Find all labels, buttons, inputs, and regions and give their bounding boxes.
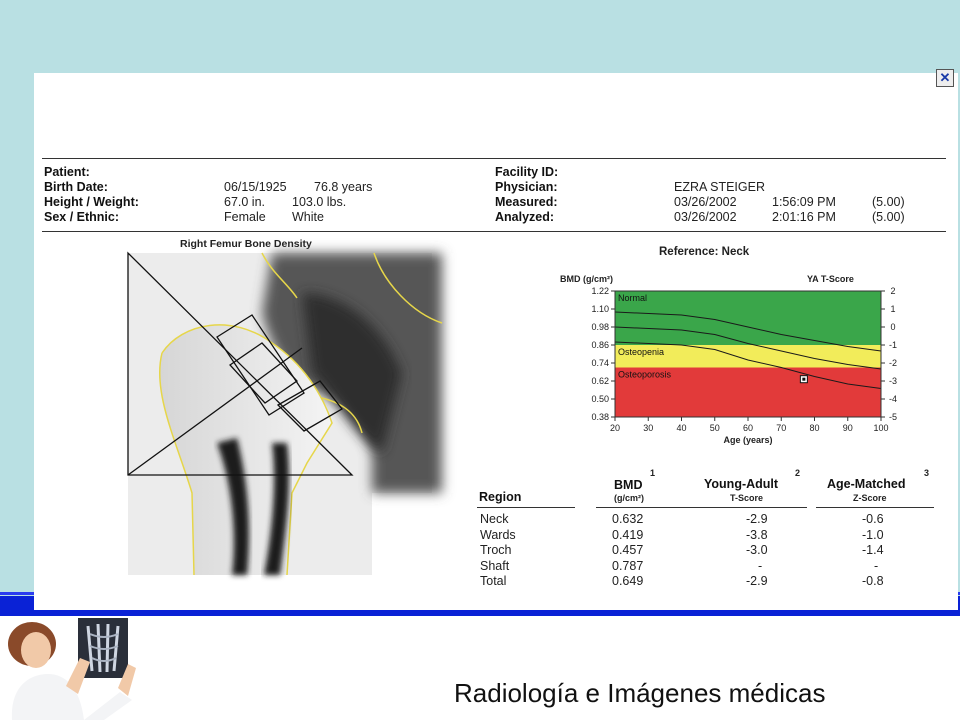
- x-tick-label: 100: [873, 423, 889, 433]
- table-cell-bmd: 0.419: [612, 527, 644, 542]
- x-tick-label: 70: [776, 423, 787, 433]
- analyzed-date: 03/26/2002: [674, 210, 737, 224]
- col-ya-note: 2: [795, 468, 801, 478]
- table-cell-bmd: 0.787: [612, 558, 644, 573]
- table-cell-region: Wards: [480, 527, 516, 542]
- table-cell-t: -3.0: [746, 543, 768, 557]
- zone-normal: [615, 291, 881, 345]
- zone-label-osteopenia: Osteopenia: [618, 347, 665, 357]
- x-tick-label: 90: [842, 423, 853, 433]
- table-cell-bmd: 0.457: [612, 543, 644, 557]
- close-icon[interactable]: ✕: [936, 69, 954, 87]
- footer-title: Radiología e Imágenes médicas: [454, 678, 826, 708]
- y-tick-label: 0.50: [591, 394, 609, 404]
- table-rule-1: [477, 507, 575, 508]
- bone-density-report: [34, 73, 958, 610]
- table-cell-t: -3.8: [746, 527, 768, 542]
- y-tick-label: 1.22: [591, 286, 609, 296]
- x-tick-label: 20: [609, 423, 621, 433]
- y2-tick-label: -2: [888, 358, 898, 368]
- col-bmd-note: 1: [650, 468, 656, 478]
- age-value: 76.8 years: [314, 180, 373, 194]
- y2-tick-label: -4: [888, 394, 898, 404]
- x-tick-label: 40: [676, 423, 687, 433]
- col-bmd: BMD: [614, 478, 643, 492]
- table-cell-z: -0.6: [862, 512, 884, 526]
- scan-title: Right Femur Bone Density: [180, 238, 312, 250]
- analyzed-version: (5.00): [872, 210, 905, 224]
- table-cell-t: -: [758, 558, 763, 573]
- table-cell-t: -2.9: [746, 512, 768, 526]
- measured-label: Measured:: [495, 195, 558, 209]
- y-tick-label: 1.10: [591, 304, 609, 314]
- patient-label: Patient:: [44, 165, 90, 179]
- y2-tick-label: -5: [888, 412, 898, 422]
- x-tick-label: 80: [809, 423, 820, 433]
- header-rule-bottom: [42, 231, 946, 232]
- y-tick-label: 0.74: [591, 358, 609, 368]
- analyzed-label: Analyzed:: [495, 210, 555, 224]
- col-region: Region: [479, 490, 522, 504]
- physician-value: EZRA STEIGER: [674, 180, 765, 194]
- table-cell-z: -1.0: [862, 527, 884, 542]
- col-bmd-unit: (g/cm²): [614, 493, 644, 503]
- chart-y2label: YA T-Score: [807, 274, 854, 284]
- height-value: 67.0 in.: [224, 195, 266, 209]
- sex-value: Female: [224, 210, 266, 224]
- y-tick-label: 0.98: [591, 322, 609, 332]
- x-tick-label: 30: [643, 423, 654, 433]
- physician-label: Physician:: [495, 180, 558, 194]
- sex-ethnic-label: Sex / Ethnic:: [44, 210, 120, 224]
- col-t-score: T-Score: [730, 493, 764, 503]
- y2-tick-label: 0: [890, 322, 896, 332]
- header-rule-top: [42, 158, 946, 159]
- table-cell-region: Total: [480, 574, 507, 588]
- table-cell-region: Troch: [480, 543, 512, 557]
- y-tick-label: 0.86: [591, 340, 609, 350]
- measured-time: 1:56:09 PM: [772, 195, 836, 209]
- zone-label-normal: Normal: [618, 293, 648, 303]
- y2-tick-label: -3: [888, 376, 898, 386]
- reference-chart: [539, 283, 898, 451]
- table-rule-4: [816, 507, 934, 508]
- table-cell-t: -2.9: [746, 574, 768, 588]
- table-cell-region: Shaft: [480, 558, 510, 573]
- measured-date: 03/26/2002: [674, 195, 737, 209]
- table-cell-bmd: 0.649: [612, 574, 644, 588]
- chart-title: Reference: Neck: [659, 246, 750, 258]
- table-rule-3: [689, 507, 807, 508]
- col-am-note: 3: [924, 468, 930, 478]
- facility-label: Facility ID:: [495, 165, 559, 179]
- table-cell-bmd: 0.632: [612, 512, 644, 526]
- doctor-xray-illustration: [0, 616, 150, 720]
- y2-tick-label: 1: [890, 304, 896, 314]
- measured-version: (5.00): [872, 195, 905, 209]
- table-cell-region: Neck: [480, 512, 509, 526]
- col-young-adult: Young-Adult: [704, 477, 779, 491]
- birth-date-label: Birth Date:: [44, 180, 108, 194]
- table-rule-2: [596, 507, 690, 508]
- zone-label-osteoporosis: Osteoporosis: [618, 369, 672, 380]
- height-weight-label: Height / Weight:: [44, 195, 139, 209]
- x-axis-label: Age (years): [723, 435, 773, 445]
- y2-tick-label: 2: [890, 286, 896, 296]
- patient-marker-dot: [802, 378, 805, 381]
- table-cell-z: -1.4: [862, 543, 884, 557]
- analyzed-time: 2:01:16 PM: [772, 210, 836, 224]
- col-age-matched: Age-Matched: [827, 477, 906, 491]
- y-tick-label: 0.62: [591, 376, 609, 386]
- weight-value: 103.0 lbs.: [292, 195, 347, 209]
- table-cell-z: -0.8: [862, 574, 884, 588]
- table-cell-z: -: [874, 558, 879, 573]
- y-tick-label: 0.38: [591, 412, 609, 422]
- col-z-score: Z-Score: [853, 493, 887, 503]
- femur-scan-image: [122, 253, 454, 575]
- x-tick-label: 60: [742, 423, 754, 433]
- x-tick-label: 50: [709, 423, 720, 433]
- y2-tick-label: -1: [888, 340, 898, 350]
- ethnic-value: White: [292, 210, 324, 224]
- chart-ylabel: BMD (g/cm²): [560, 274, 613, 284]
- birth-date-value: 06/15/1925: [224, 180, 287, 194]
